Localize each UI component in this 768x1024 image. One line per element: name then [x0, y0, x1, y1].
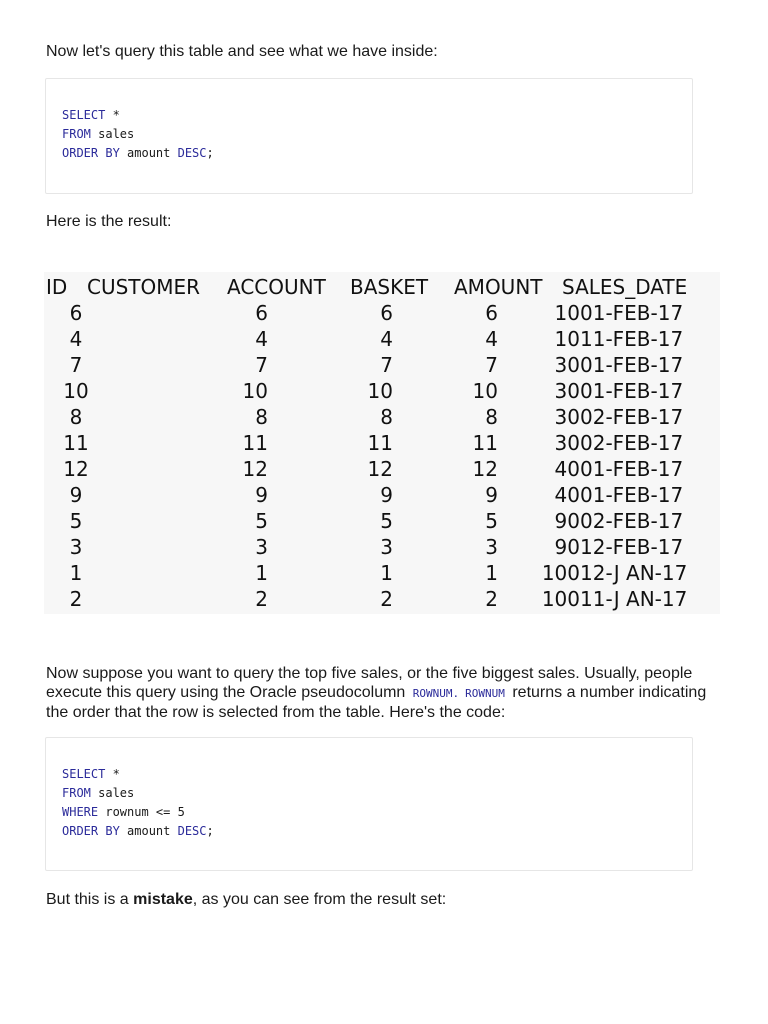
cell-id: 3 — [69, 535, 83, 559]
sql-keyword: DESC — [177, 146, 207, 160]
cell-sales-date: 01-FEB-17 — [580, 457, 684, 481]
cell-id: 2 — [69, 587, 83, 611]
header-account: ACCOUNT — [227, 275, 326, 299]
sql-text: * — [105, 108, 120, 122]
code-line — [62, 144, 214, 163]
sql-keyword: FROM — [62, 127, 91, 141]
table-row — [44, 560, 720, 586]
sql-text: ; — [206, 146, 214, 160]
sql-text: sales — [90, 786, 135, 800]
inline-code-rownum: ROWNUM. — [412, 687, 460, 700]
cell-basket: 9 — [485, 483, 498, 507]
cell-sales-date: 01-FEB-17 — [580, 379, 684, 403]
sql-text: ; — [206, 824, 214, 838]
cell-id: 9 — [69, 483, 83, 507]
cell-amount: 40 — [554, 483, 580, 507]
cell-sales-date: 01-FEB-17 — [580, 301, 684, 325]
cell-amount: 100 — [541, 561, 580, 585]
result-text: Here is the result: — [46, 213, 172, 230]
cell-customer: 1 — [255, 561, 268, 585]
cell-account: 5 — [380, 509, 393, 533]
table-row — [44, 482, 720, 508]
cell-id: 8 — [69, 405, 83, 429]
table-row — [44, 534, 720, 560]
cell-basket: 7 — [485, 353, 498, 377]
header-id: ID — [46, 275, 68, 299]
closing-before: But this is a — [46, 891, 134, 908]
cell-id: 12 — [63, 457, 89, 481]
header-amount: AMOUNT — [454, 275, 543, 299]
inline-code-rownum: ROWNUM — [465, 687, 505, 700]
cell-amount: 100 — [541, 587, 580, 611]
code-line — [62, 125, 134, 144]
sql-text: amount — [119, 146, 178, 160]
cell-id: 11 — [63, 431, 89, 455]
cell-sales-date: 11-J AN-17 — [580, 587, 688, 611]
cell-basket: 4 — [485, 327, 498, 351]
cell-basket: 3 — [485, 535, 498, 559]
sql-keyword: DESC — [177, 824, 207, 838]
cell-id: 5 — [69, 509, 83, 533]
cell-basket: 8 — [485, 405, 498, 429]
cell-customer: 9 — [255, 483, 268, 507]
cell-customer: 10 — [242, 379, 268, 403]
code-block-query1 — [45, 78, 693, 194]
sql-keyword: ORDER BY — [62, 146, 120, 160]
cell-customer: 8 — [255, 405, 268, 429]
cell-basket: 6 — [485, 301, 498, 325]
table-row — [44, 456, 720, 482]
table-row — [44, 508, 720, 534]
cell-sales-date: 12-J AN-17 — [580, 561, 688, 585]
code-line — [62, 822, 214, 841]
cell-id: 10 — [63, 379, 89, 403]
code-line — [62, 784, 134, 803]
closing-text — [46, 890, 446, 909]
sql-text: * — [105, 767, 120, 781]
cell-customer: 3 — [255, 535, 268, 559]
sql-keyword: FROM — [62, 786, 91, 800]
table-row — [44, 586, 720, 612]
cell-account: 11 — [367, 431, 393, 455]
table-row — [44, 378, 720, 404]
table-row — [44, 430, 720, 456]
cell-amount: 10 — [554, 301, 580, 325]
cell-amount: 90 — [554, 509, 580, 533]
cell-customer: 7 — [255, 353, 268, 377]
cell-basket: 1 — [485, 561, 498, 585]
sql-keyword: ORDER BY — [62, 824, 120, 838]
sql-keyword: WHERE — [62, 805, 99, 819]
cell-customer: 12 — [242, 457, 268, 481]
cell-basket: 12 — [472, 457, 498, 481]
cell-id: 1 — [69, 561, 83, 585]
table-header-row — [44, 274, 720, 300]
cell-account: 10 — [367, 379, 393, 403]
closing-after: , as you can see from the result set: — [192, 891, 447, 908]
paragraph-rownum — [46, 664, 726, 722]
cell-account: 8 — [380, 405, 393, 429]
table-row — [44, 326, 720, 352]
cell-amount: 30 — [554, 431, 580, 455]
cell-sales-date: 02-FEB-17 — [580, 405, 684, 429]
cell-sales-date: 02-FEB-17 — [580, 509, 684, 533]
cell-sales-date: 02-FEB-17 — [580, 431, 684, 455]
code-line — [62, 765, 120, 784]
cell-amount: 10 — [554, 327, 580, 351]
cell-basket: 11 — [472, 431, 498, 455]
cell-account: 9 — [380, 483, 393, 507]
cell-account: 2 — [380, 587, 393, 611]
code-block-query2 — [45, 737, 693, 871]
paragraph-text: Now suppose you want to query the top five sales, or the five biggest sales. Usually, people execute this query using the Oracle pseudocolumn — [46, 665, 693, 701]
cell-account: 7 — [380, 353, 393, 377]
cell-amount: 40 — [554, 457, 580, 481]
cell-amount: 30 — [554, 379, 580, 403]
cell-account: 3 — [380, 535, 393, 559]
cell-account: 12 — [367, 457, 393, 481]
sql-text: rownum <= 5 — [98, 805, 185, 819]
cell-basket: 2 — [485, 587, 498, 611]
cell-account: 1 — [380, 561, 393, 585]
cell-sales-date: 01-FEB-17 — [580, 483, 684, 507]
sql-keyword: SELECT — [62, 767, 106, 781]
cell-customer: 11 — [242, 431, 268, 455]
cell-sales-date: 11-FEB-17 — [580, 327, 684, 351]
cell-customer: 2 — [255, 587, 268, 611]
cell-id: 7 — [69, 353, 83, 377]
cell-sales-date: 01-FEB-17 — [580, 353, 684, 377]
sql-text: amount — [119, 824, 178, 838]
cell-amount: 90 — [554, 535, 580, 559]
cell-amount: 30 — [554, 405, 580, 429]
header-basket: BASKET — [350, 275, 429, 299]
sql-keyword: SELECT — [62, 108, 106, 122]
cell-account: 6 — [380, 301, 393, 325]
cell-id: 6 — [69, 301, 83, 325]
cell-basket: 5 — [485, 509, 498, 533]
cell-customer: 5 — [255, 509, 268, 533]
cell-id: 4 — [69, 327, 83, 351]
intro-text: Now let's query this table and see what we have inside: — [46, 43, 438, 60]
header-customer: CUSTOMER — [87, 275, 201, 299]
paragraph-text: returns a number indicating the order that the row is selected from the table. Here's the code: — [46, 684, 707, 721]
header-sales-date: SALES_DATE — [562, 275, 688, 299]
result-table-image — [44, 272, 720, 614]
table-row — [44, 404, 720, 430]
cell-customer: 4 — [255, 327, 268, 351]
code-line — [62, 106, 120, 125]
sql-text: sales — [90, 127, 135, 141]
cell-basket: 10 — [472, 379, 498, 403]
cell-sales-date: 12-FEB-17 — [580, 535, 684, 559]
closing-bold: mistake — [133, 891, 193, 908]
code-line — [62, 803, 185, 822]
cell-account: 4 — [380, 327, 393, 351]
cell-customer: 6 — [255, 301, 268, 325]
table-row — [44, 300, 720, 326]
cell-amount: 30 — [554, 353, 580, 377]
table-row — [44, 352, 720, 378]
